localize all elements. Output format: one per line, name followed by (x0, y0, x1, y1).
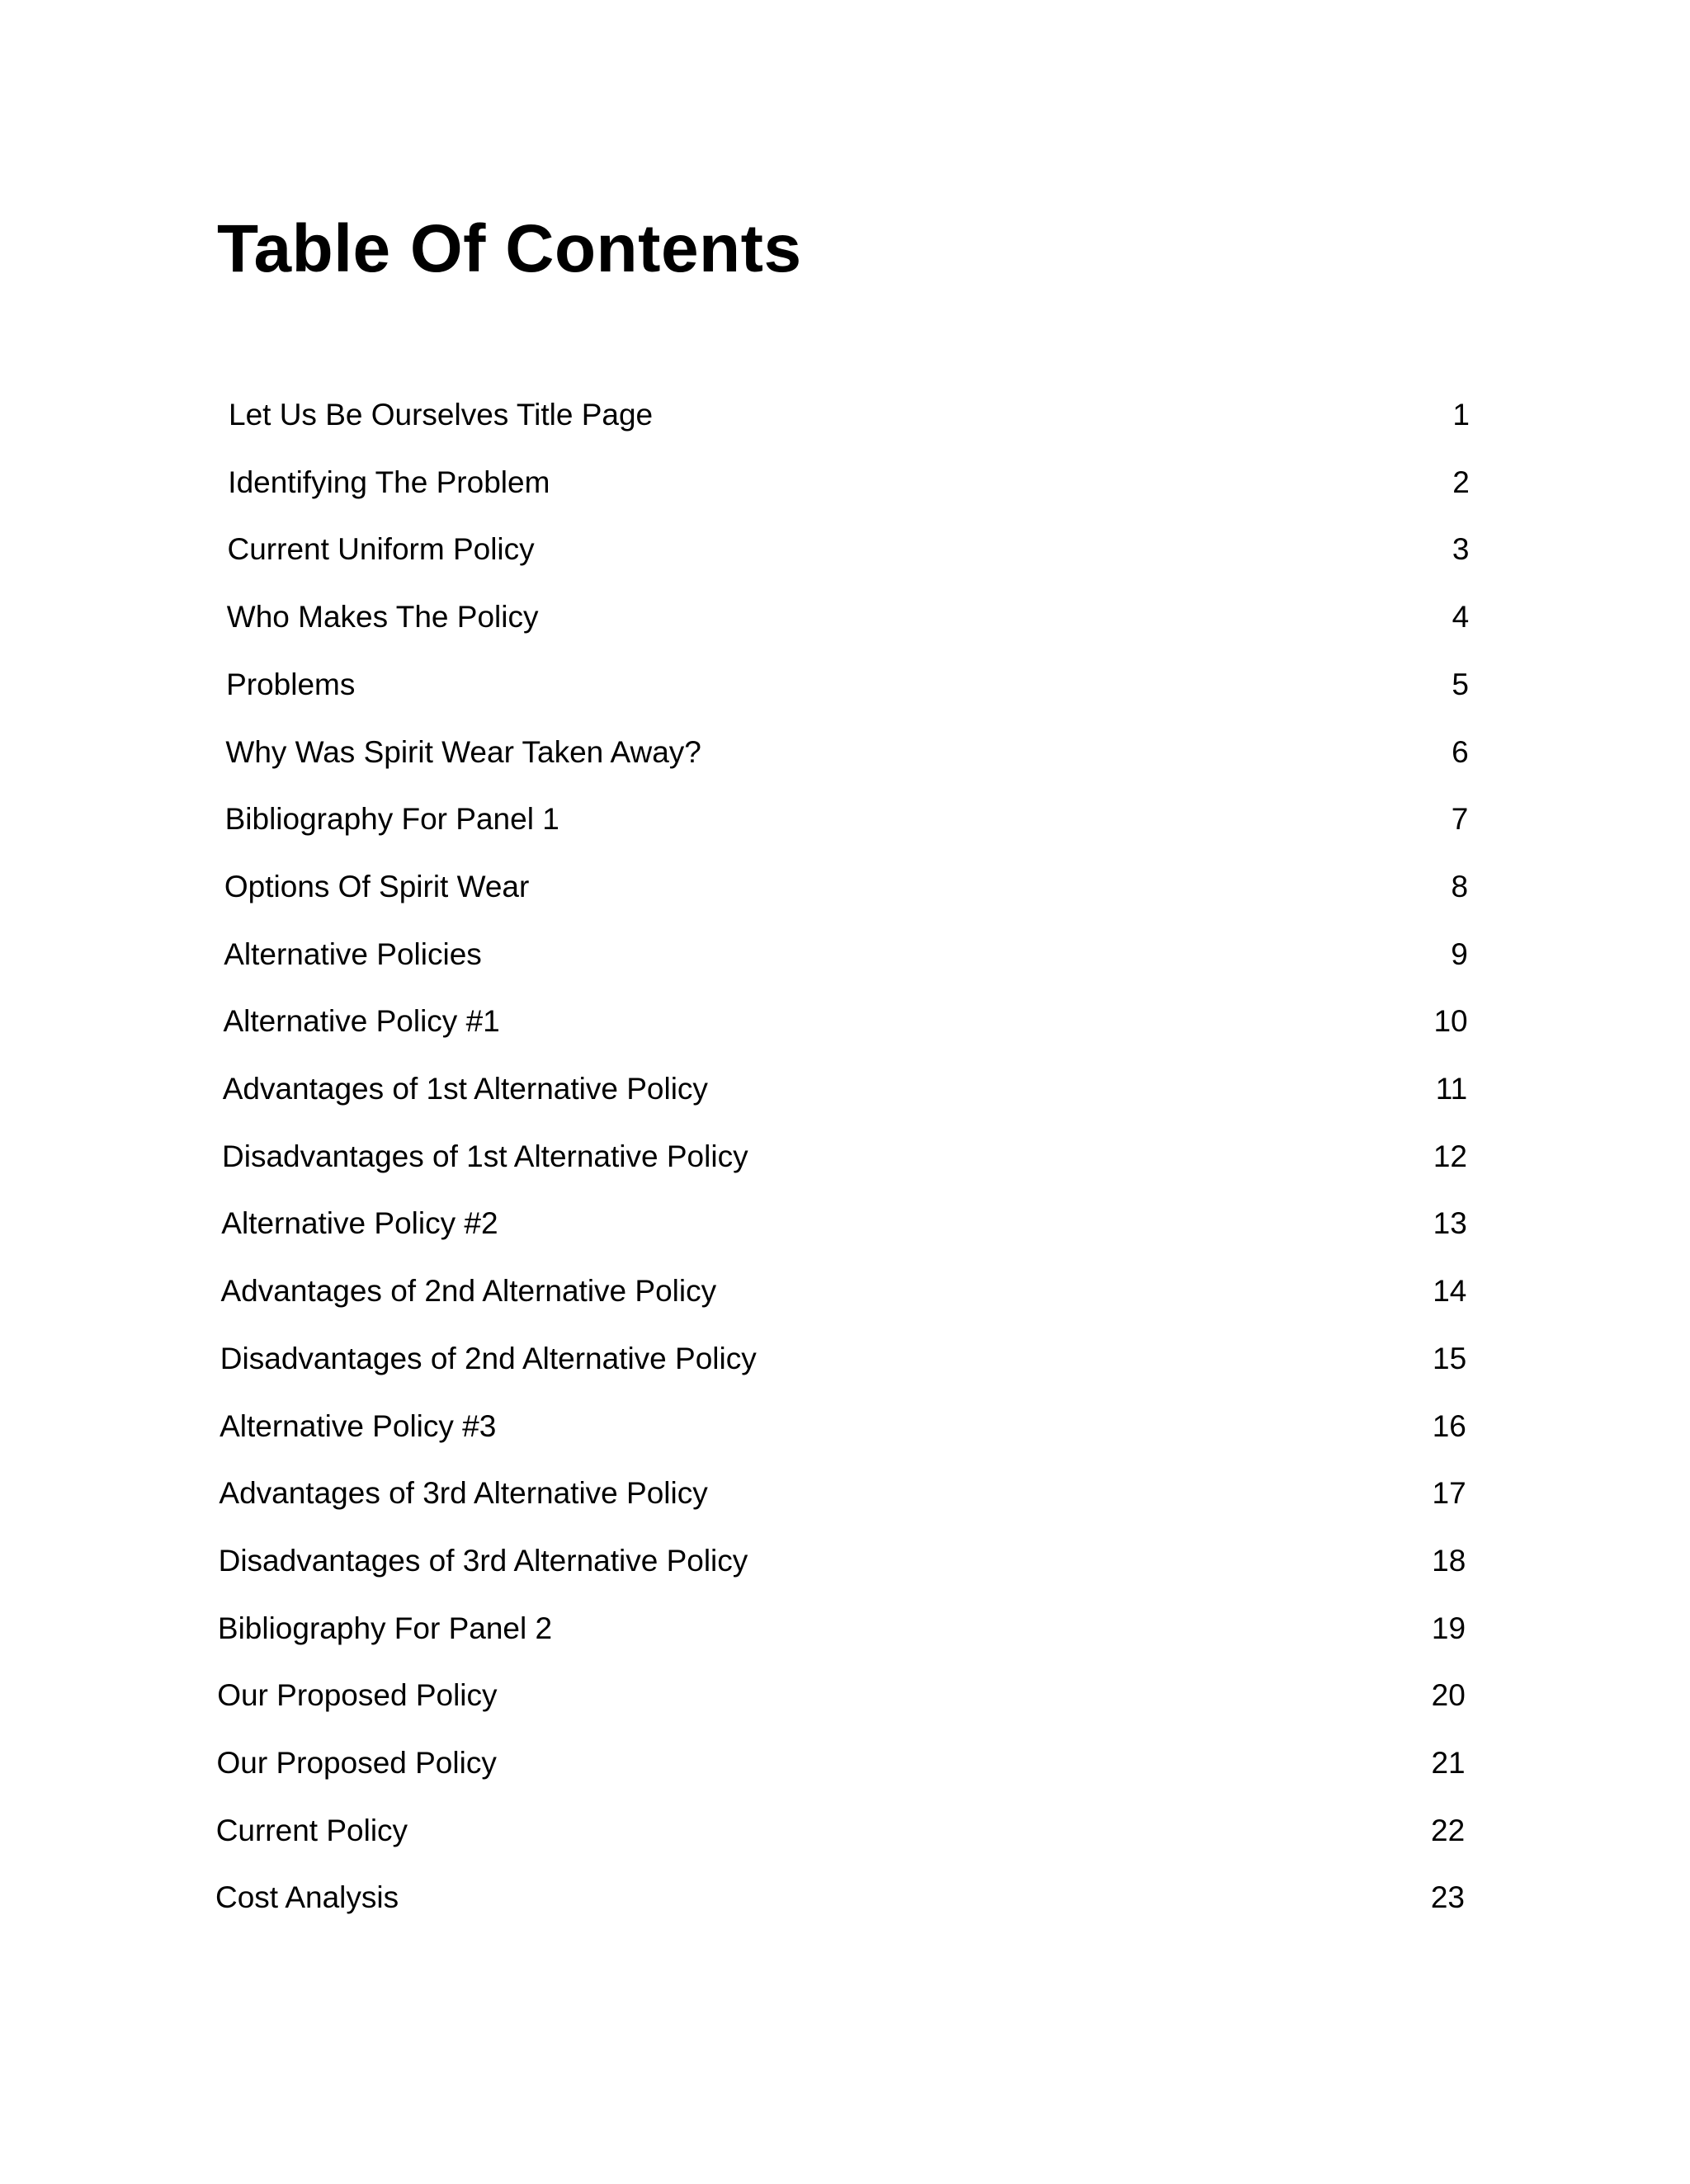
toc-entry-page-number: 5 (1452, 667, 1469, 701)
toc-entry-label: Advantages of 2nd Alternative Policy (220, 1274, 717, 1309)
toc-entry (224, 930, 1468, 979)
toc-entry (228, 458, 1470, 507)
toc-entry (229, 390, 1470, 440)
toc-entry-page-number: 2 (1452, 465, 1470, 499)
toc-entry (215, 1873, 1465, 1922)
toc-entry-page-number: 3 (1452, 532, 1470, 567)
page-title: Table Of Contents (217, 211, 802, 286)
toc-entry-label: Alternative Policy #3 (220, 1408, 497, 1443)
toc-entry (223, 1064, 1468, 1114)
toc-entry-page-number: 7 (1451, 802, 1469, 837)
toc-entry-page-number: 13 (1433, 1206, 1467, 1241)
toc-entry-label: Why Was Spirit Wear Taken Away? (225, 734, 701, 769)
toc-entry-page-number: 10 (1433, 1004, 1468, 1039)
toc-entry (220, 1402, 1466, 1451)
toc-entry-label: Current Uniform Policy (227, 532, 535, 567)
toc-entry (226, 660, 1469, 710)
toc-entry-page-number: 1 (1452, 398, 1470, 432)
toc-entry-page-number: 9 (1451, 936, 1468, 971)
toc-entry-label: Advantages of 1st Alternative Policy (222, 1072, 708, 1106)
toc-entry-page-number: 17 (1432, 1476, 1466, 1511)
toc-entry (225, 728, 1468, 777)
toc-entry-label: Options Of Spirit Wear (224, 869, 530, 903)
toc-entry-label: Cost Analysis (215, 1880, 399, 1915)
toc-entry (216, 1806, 1466, 1856)
toc-entry-page-number: 6 (1452, 734, 1469, 769)
toc-entry-label: Problems (226, 667, 356, 701)
toc-entry-label: Let Us Be Ourselves Title Page (229, 398, 654, 432)
toc-entry-page-number: 21 (1431, 1746, 1466, 1780)
toc-entry-label: Disadvantages of 1st Alternative Policy (222, 1139, 748, 1173)
toc-entry-page-number: 23 (1430, 1880, 1465, 1915)
toc-entry (219, 1536, 1466, 1586)
toc-entry-label: Bibliography For Panel 1 (224, 802, 559, 837)
toc-entry-page-number: 16 (1432, 1408, 1466, 1443)
toc-entry (225, 795, 1469, 844)
toc-entry (221, 1199, 1467, 1248)
toc-entry-label: Who Makes The Policy (226, 600, 539, 634)
toc-entry-label: Disadvantages of 3rd Alternative Policy (218, 1543, 748, 1578)
toc-entry (219, 1469, 1466, 1518)
toc-entry (224, 997, 1468, 1046)
toc-entry (221, 1267, 1467, 1316)
toc-entry-label: Identifying The Problem (228, 465, 550, 499)
toc-entry-label: Our Proposed Policy (217, 1678, 498, 1713)
toc-entry-page-number: 12 (1433, 1139, 1467, 1173)
toc-entry-page-number: 20 (1431, 1678, 1466, 1713)
toc-entry (220, 1334, 1466, 1384)
toc-entry (218, 1604, 1466, 1653)
toc-entry-page-number: 11 (1435, 1072, 1468, 1106)
toc-entry-page-number: 18 (1432, 1543, 1466, 1578)
toc-entry-page-number: 14 (1433, 1274, 1467, 1309)
toc-entry-label: Advantages of 3rd Alternative Policy (219, 1476, 708, 1511)
toc-entry-page-number: 22 (1431, 1813, 1466, 1847)
toc-entry-label: Disadvantages of 2nd Alternative Policy (220, 1341, 757, 1375)
toc-entry (222, 1132, 1467, 1182)
toc-entry (228, 525, 1470, 574)
toc-entry-label: Current Policy (215, 1813, 408, 1847)
toc-entry-label: Alternative Policy #2 (221, 1206, 498, 1241)
toc-entry-page-number: 19 (1431, 1611, 1466, 1645)
toc-entry-page-number: 4 (1452, 600, 1470, 634)
toc-entry (217, 1738, 1466, 1788)
toc-entry (217, 1671, 1466, 1720)
toc-entry-label: Alternative Policies (224, 936, 482, 971)
toc-entry-label: Our Proposed Policy (216, 1746, 497, 1780)
toc-entry-page-number: 8 (1451, 869, 1469, 903)
toc-entry-label: Bibliography For Panel 2 (217, 1611, 553, 1645)
toc-entry-page-number: 15 (1433, 1341, 1467, 1375)
toc-entry-label: Alternative Policy #1 (223, 1004, 500, 1039)
toc-entry (227, 592, 1469, 642)
toc-entry (224, 862, 1468, 912)
